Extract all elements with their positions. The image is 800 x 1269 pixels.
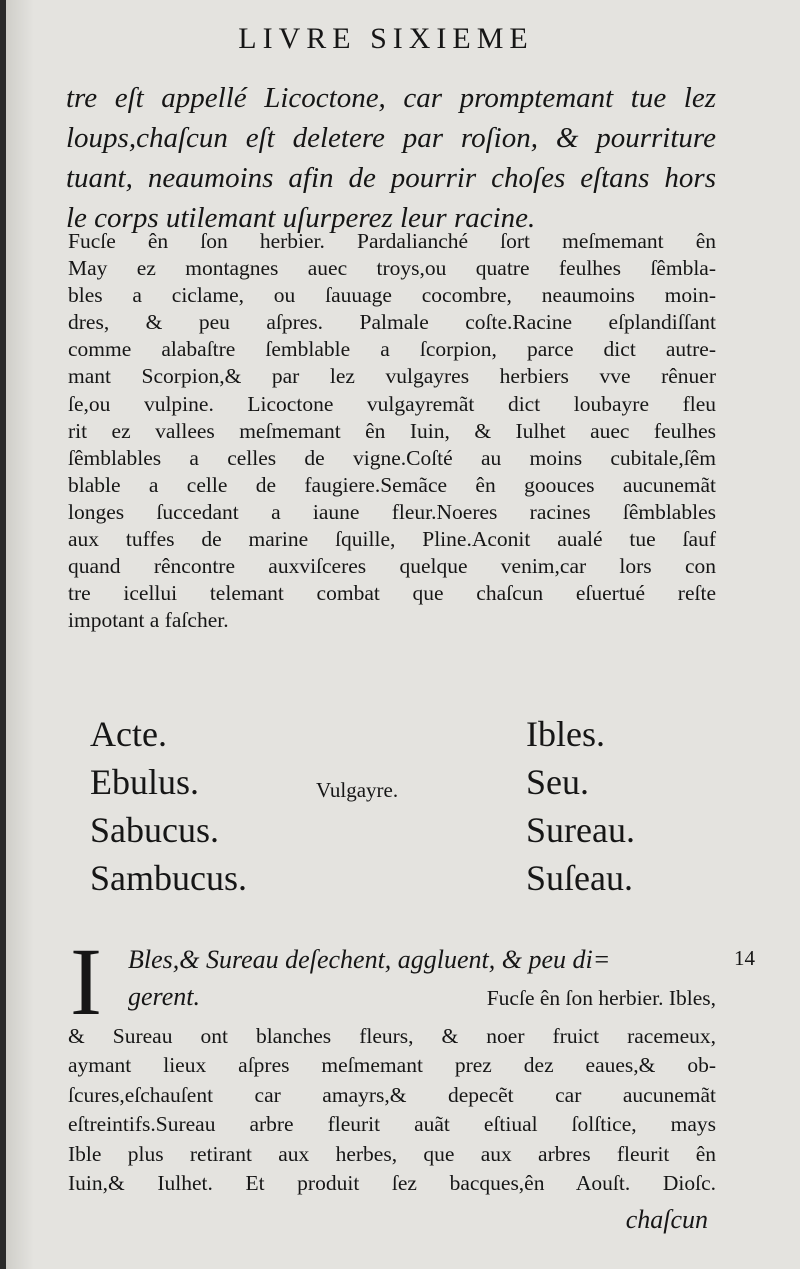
section-body-start: Fucſe ên ſon herbier. Ibles, [486,986,716,1010]
body-line: ſêmblables a celles de vigne.Coſté au moins cubitale,ſêm [68,445,716,470]
drop-cap: I [70,928,102,1035]
italic-paragraph [66,78,716,238]
french-names-column [526,710,786,902]
body-line: blable a celle de faugiere.Semãce ên goouces aucunemãt [68,472,716,497]
section-line: & Sureau ont blanches fleurs, & noer fruict racemeux, [68,1024,716,1048]
french-name: Sureau. [526,810,635,850]
body-line: impotant a faſcher. [68,608,229,633]
section-line: eſtreintifs.Sureau arbre fleurit auãt eſtiual ſolſtice, mays [68,1112,716,1137]
body-line: quand rêncontre auxviſceres quelque venim,car lors con [68,554,716,579]
french-name: Ibles. [526,714,605,754]
body-line: tre icellui telemant combat que chaſcun eſuertué reſte [68,581,716,606]
french-name: Suſeau. [526,858,633,898]
body-line: ſe,ou vulpine. Licoctone vulgayremãt dict loubayre fleu [68,391,716,416]
page-gutter-shadow [6,0,34,1269]
latin-name: Sambucus. [90,858,247,898]
italic-line: tuant, neaumoins afin de pourrir choſes eſtans hors [66,162,716,194]
latin-names-column [90,710,350,902]
section-heading: Bles,& Sureau deſechent, aggluent, & peu di= [128,945,611,974]
body-line: aux tuffes de marine ſquille, Pline.Aconit aualé tue ſauf [68,527,716,552]
italic-line: le corps utilemant uſurperez leur racine. [66,202,536,234]
plant-names-table [6,700,800,920]
latin-name: Acte. [90,714,167,754]
book-page [6,0,800,1269]
body-line: Fucſe ên ſon herbier. Pardalianché ſort meſmemant ên [68,229,716,253]
body-line: rit ez vallees meſmemant ên Iuin, & Iulhet auec feulhes [68,418,716,443]
catchword: chaſcun [625,1205,708,1234]
body-line: longes ſuccedant a iaune fleur.Noeres racines ſêmblables [68,499,716,524]
section-line: Ible plus retirant aux herbes, que aux arbres fleurit ên [68,1141,716,1166]
body-line: May ez montagnes auec troys,ou quatre feulhes ſêmbla- [68,256,716,281]
italic-line: tre eſt appellé Licoctone, car promptemant tue lez [66,82,716,114]
section-heading-end: gerent. [128,982,200,1011]
section-line: aymant lieux aſpres meſmemant prez dez eaues,& ob- [68,1053,716,1078]
body-line: comme alabaſtre ſemblable a ſcorpion, parce dict autre- [68,337,716,362]
section-heading-continuation [128,982,716,1018]
latin-name: Ebulus. [90,762,200,802]
latin-name: Sabucus. [90,810,219,850]
section-paragraph [68,1022,716,1198]
section-line: ſcures,eſchauſent car amayrs,& depecẽt car aucunemãt [68,1082,716,1107]
italic-line: loups,chaſcun eſt deletere par roſion, & pourriture [66,122,716,154]
body-line: dres, & peu aſpres. Palmale coſte.Racine eſplandiſſant [68,310,716,335]
vulgar-label: Vulgayre. [316,778,399,802]
section-line: Iuin,& Iulhet. Et produit ſez bacques,ên Aouſt. Dioſc. [68,1171,716,1196]
running-head: LIVRE SIXIEME [238,22,534,55]
margin-number: 14 [734,946,755,970]
body-line: bles a ciclame, ou ſauuage cocombre, neaumoins moin- [68,283,716,308]
body-line: mant Scorpion,& par lez vulgayres herbiers vve rênuer [68,364,716,389]
french-name: Seu. [526,762,589,802]
body-paragraph [68,228,716,634]
